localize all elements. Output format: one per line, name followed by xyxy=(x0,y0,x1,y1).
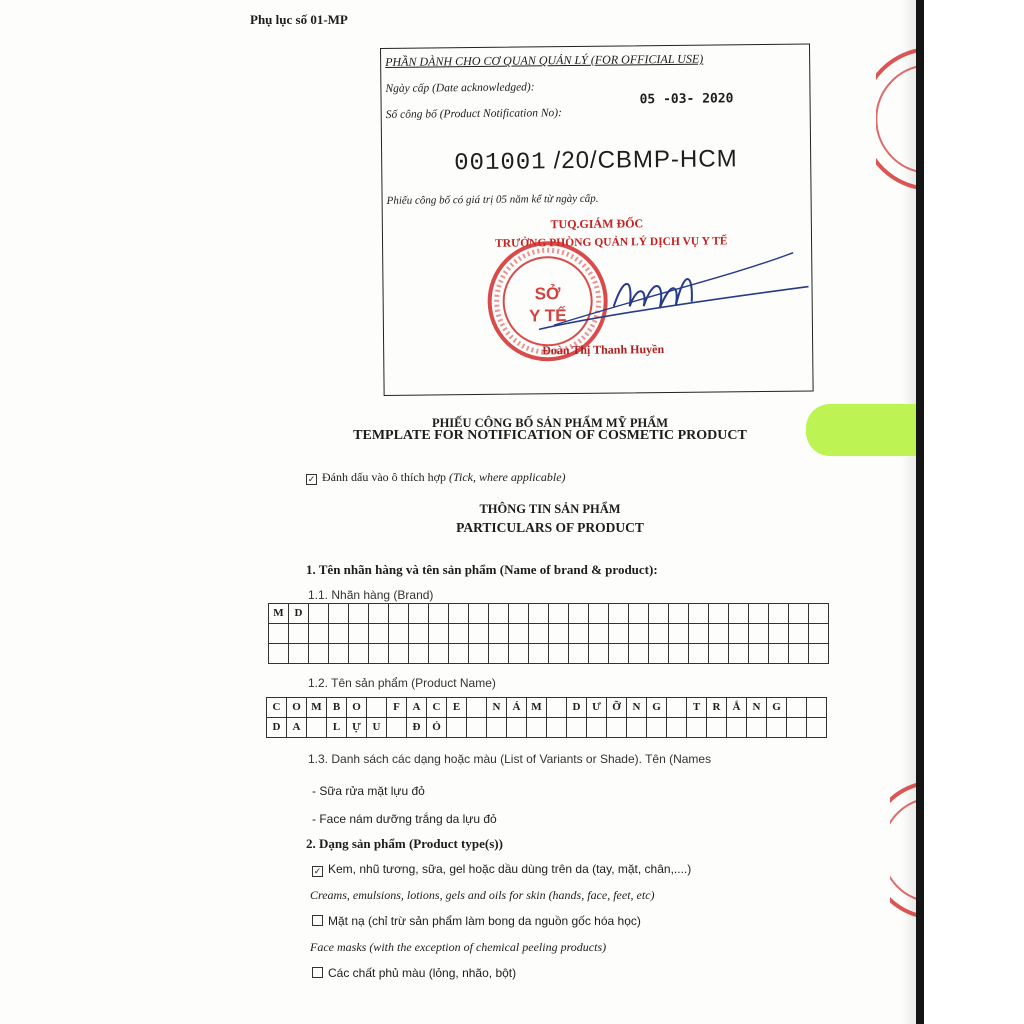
letter-cell: A xyxy=(287,718,307,738)
letter-cell: F xyxy=(387,698,407,718)
form-title-en: TEMPLATE FOR NOTIFICATION OF COSMETIC PRODUCT xyxy=(353,428,747,443)
section-title-vi: THÔNG TIN SẢN PHẨM xyxy=(479,502,621,516)
letter-cell xyxy=(747,718,767,738)
letter-cell xyxy=(569,604,589,624)
letter-cell xyxy=(269,644,289,664)
letter-cell xyxy=(789,604,809,624)
letter-cell xyxy=(649,624,669,644)
letter-cell xyxy=(329,624,349,644)
letter-cell xyxy=(669,644,689,664)
letter-cell xyxy=(807,718,827,738)
letter-cell xyxy=(549,624,569,644)
letter-cell xyxy=(547,698,567,718)
letter-cell xyxy=(489,644,509,664)
letter-cell xyxy=(449,644,469,664)
letter-cell: O xyxy=(347,698,367,718)
letter-cell xyxy=(769,644,789,664)
letter-cell xyxy=(629,604,649,624)
letter-cell xyxy=(307,718,327,738)
letter-cell: M xyxy=(269,604,289,624)
letter-cell xyxy=(627,718,647,738)
brand-product-heading: 1. Tên nhãn hàng và tên sản phẩm (Name of brand & product): xyxy=(306,562,658,577)
letter-cell xyxy=(567,718,587,738)
notification-number-digits: 001001 xyxy=(454,149,547,178)
letter-cell xyxy=(749,644,769,664)
letter-cell xyxy=(309,644,329,664)
letter-cell: Ỡ xyxy=(607,698,627,718)
product-type-en: Creams, emulsions, lotions, gels and oils for skin (hands, face, feet, etc) xyxy=(310,888,655,902)
letter-cell xyxy=(509,624,529,644)
letter-cell: Ỏ xyxy=(427,718,447,738)
form-title-vi: PHIẾU CÔNG BỐ SẢN PHẨM MỸ PHẨM xyxy=(431,416,669,430)
letter-cell: N xyxy=(627,698,647,718)
letter-cell: G xyxy=(767,698,787,718)
letter-cell xyxy=(789,644,809,664)
letter-cell xyxy=(667,698,687,718)
svg-text:SỞ: SỞ xyxy=(534,284,561,304)
checked-box-icon: ✓ xyxy=(307,474,316,484)
letter-cell xyxy=(409,604,429,624)
letter-cell: Ắ xyxy=(727,698,747,718)
letter-cell xyxy=(469,624,489,644)
letter-cell xyxy=(809,624,829,644)
variant-item: - Sữa rửa mặt lựu đỏ xyxy=(312,784,425,798)
letter-cell xyxy=(769,604,789,624)
letter-cell xyxy=(629,644,649,664)
letter-cell xyxy=(589,644,609,664)
notification-number-label: Số công bố (Product Notification No): xyxy=(385,107,562,121)
letter-cell: C xyxy=(267,698,287,718)
letter-cell xyxy=(289,624,309,644)
product-type-vi: Kem, nhũ tương, sữa, gel hoặc dầu dùng trên da (tay, mặt, chân,....) xyxy=(328,862,692,876)
letter-cell xyxy=(447,718,467,738)
letter-cell xyxy=(667,718,687,738)
product-name-label: 1.2. Tên sản phẩm (Product Name) xyxy=(308,676,496,690)
appendix-label: Phụ lục số 01-MP xyxy=(250,12,348,27)
letter-cell xyxy=(709,624,729,644)
letter-cell xyxy=(689,624,709,644)
letter-cell xyxy=(709,604,729,624)
letter-cell xyxy=(489,604,509,624)
letter-cell xyxy=(529,604,549,624)
letter-cell: Ự xyxy=(347,718,367,738)
letter-cell xyxy=(389,624,409,644)
product-type-item xyxy=(312,966,516,980)
checked-box-icon: ✓ xyxy=(313,866,322,876)
letter-cell xyxy=(549,604,569,624)
letter-cell xyxy=(749,604,769,624)
letter-cell xyxy=(589,604,609,624)
official-use-box xyxy=(380,43,814,395)
side-seal-stamp xyxy=(876,44,920,194)
letter-cell xyxy=(649,644,669,664)
letter-cell xyxy=(547,718,567,738)
letter-cell xyxy=(687,718,707,738)
letter-cell: C xyxy=(427,698,447,718)
notification-number xyxy=(454,145,738,177)
letter-cell: N xyxy=(747,698,767,718)
tick-note-vi: Đánh dấu vào ô thích hợp xyxy=(322,470,446,484)
letter-cell xyxy=(349,644,369,664)
letter-cell xyxy=(607,718,627,738)
letter-cell xyxy=(767,718,787,738)
letter-cell xyxy=(289,644,309,664)
deputy-title: TUQ.GIÁM ĐỐC xyxy=(550,216,644,232)
official-use-title: PHẦN DÀNH CHO CƠ QUAN QUẢN LÝ (FOR OFFICIAL USE) xyxy=(385,51,704,69)
letter-cell xyxy=(807,698,827,718)
sticky-note-tab xyxy=(806,404,924,456)
letter-cell xyxy=(527,718,547,738)
letter-cell: E xyxy=(447,698,467,718)
letter-cell xyxy=(389,604,409,624)
letter-cell: Ư xyxy=(587,698,607,718)
letter-cell xyxy=(329,644,349,664)
letter-cell xyxy=(369,624,389,644)
letter-cell xyxy=(589,624,609,644)
letter-cell xyxy=(449,604,469,624)
brand-grid xyxy=(268,603,829,664)
letter-cell xyxy=(467,698,487,718)
letter-cell: M xyxy=(527,698,547,718)
letter-cell xyxy=(549,644,569,664)
notification-number-suffix: /20/CBMP-HCM xyxy=(553,145,738,175)
letter-cell: M xyxy=(307,698,327,718)
letter-cell xyxy=(787,698,807,718)
svg-text:Y TẾ: Y TẾ xyxy=(528,306,567,326)
letter-cell xyxy=(689,644,709,664)
letter-cell xyxy=(389,644,409,664)
letter-cell xyxy=(269,624,289,644)
letter-cell xyxy=(329,604,349,624)
letter-cell: A xyxy=(407,698,427,718)
product-type-vi: Mặt nạ (chỉ trừ sản phẩm làm bong da nguồn gốc hóa học) xyxy=(328,914,641,928)
letter-cell: G xyxy=(647,698,667,718)
checkbox-icon xyxy=(312,967,323,978)
letter-cell xyxy=(689,604,709,624)
letter-cell: B xyxy=(327,698,347,718)
letter-cell xyxy=(309,624,329,644)
letter-cell xyxy=(649,604,669,624)
letter-cell: O xyxy=(287,698,307,718)
letter-cell: D xyxy=(289,604,309,624)
letter-cell xyxy=(367,698,387,718)
letter-cell xyxy=(609,624,629,644)
product-name-grid xyxy=(266,697,827,738)
letter-cell xyxy=(429,604,449,624)
letter-cell xyxy=(349,624,369,644)
department-title: TRƯỞNG PHÒNG QUẢN LÝ DỊCH VỤ Y TẾ xyxy=(494,235,728,250)
letter-cell xyxy=(609,644,629,664)
variants-label: 1.3. Danh sách các dạng hoặc màu (List of Variants or Shade). Tên (Names xyxy=(308,752,712,766)
date-label: Ngày cấp (Date acknowledged): xyxy=(385,81,535,95)
letter-cell xyxy=(709,644,729,664)
letter-cell xyxy=(349,604,369,624)
letter-cell xyxy=(727,718,747,738)
letter-cell xyxy=(369,604,389,624)
letter-cell xyxy=(707,718,727,738)
letter-cell xyxy=(509,604,529,624)
letter-cell xyxy=(809,644,829,664)
letter-cell xyxy=(669,624,689,644)
letter-cell xyxy=(469,644,489,664)
brand-label: 1.1. Nhãn hàng (Brand) xyxy=(308,588,434,602)
checkbox-icon xyxy=(312,915,323,926)
letter-cell xyxy=(587,718,607,738)
letter-cell: Đ xyxy=(407,718,427,738)
letter-cell xyxy=(647,718,667,738)
date-value: 05 -03- 2020 xyxy=(639,91,734,108)
signer-name: Đoàn Thị Thanh Huyền xyxy=(542,342,665,358)
product-type-en: Face masks (with the exception of chemical peeling products) xyxy=(310,940,607,954)
letter-cell: T xyxy=(687,698,707,718)
letter-cell: Á xyxy=(507,698,527,718)
letter-cell: R xyxy=(707,698,727,718)
tick-note-en: (Tick, where applicable) xyxy=(448,470,566,484)
letter-cell xyxy=(487,718,507,738)
letter-cell: N xyxy=(487,698,507,718)
letter-cell xyxy=(489,624,509,644)
letter-cell xyxy=(729,604,749,624)
letter-cell xyxy=(429,644,449,664)
validity-note: Phiếu công bố có giá trị 05 năm kể từ ngày cấp. xyxy=(386,192,599,207)
letter-cell xyxy=(529,624,549,644)
letter-cell xyxy=(449,624,469,644)
letter-cell xyxy=(409,644,429,664)
letter-cell xyxy=(387,718,407,738)
letter-cell xyxy=(749,624,769,644)
letter-cell xyxy=(369,644,389,664)
letter-cell xyxy=(569,624,589,644)
letter-cell xyxy=(467,718,487,738)
letter-cell xyxy=(769,624,789,644)
letter-cell xyxy=(787,718,807,738)
letter-cell: L xyxy=(327,718,347,738)
variant-item: - Face nám dưỡng trắng da lựu đỏ xyxy=(312,812,497,826)
letter-cell xyxy=(729,644,749,664)
letter-cell xyxy=(789,624,809,644)
product-type-item xyxy=(312,914,641,928)
letter-cell xyxy=(509,644,529,664)
product-type-heading: 2. Dạng sản phẩm (Product type(s)) xyxy=(306,836,503,851)
page-binding-edge xyxy=(916,0,924,1024)
letter-cell: D xyxy=(267,718,287,738)
letter-cell xyxy=(809,604,829,624)
letter-cell xyxy=(529,644,549,664)
letter-cell xyxy=(669,604,689,624)
signature xyxy=(533,234,814,347)
letter-cell xyxy=(729,624,749,644)
letter-cell xyxy=(469,604,489,624)
letter-cell xyxy=(309,604,329,624)
section-title-en: PARTICULARS OF PRODUCT xyxy=(456,520,644,535)
letter-cell xyxy=(609,604,629,624)
letter-cell xyxy=(629,624,649,644)
letter-cell xyxy=(507,718,527,738)
letter-cell xyxy=(409,624,429,644)
letter-cell xyxy=(429,624,449,644)
product-type-vi: Các chất phủ màu (lỏng, nhão, bột) xyxy=(328,966,517,980)
letter-cell xyxy=(569,644,589,664)
product-type-item xyxy=(312,862,691,877)
letter-cell: D xyxy=(567,698,587,718)
letter-cell: U xyxy=(367,718,387,738)
tick-note xyxy=(306,470,566,485)
